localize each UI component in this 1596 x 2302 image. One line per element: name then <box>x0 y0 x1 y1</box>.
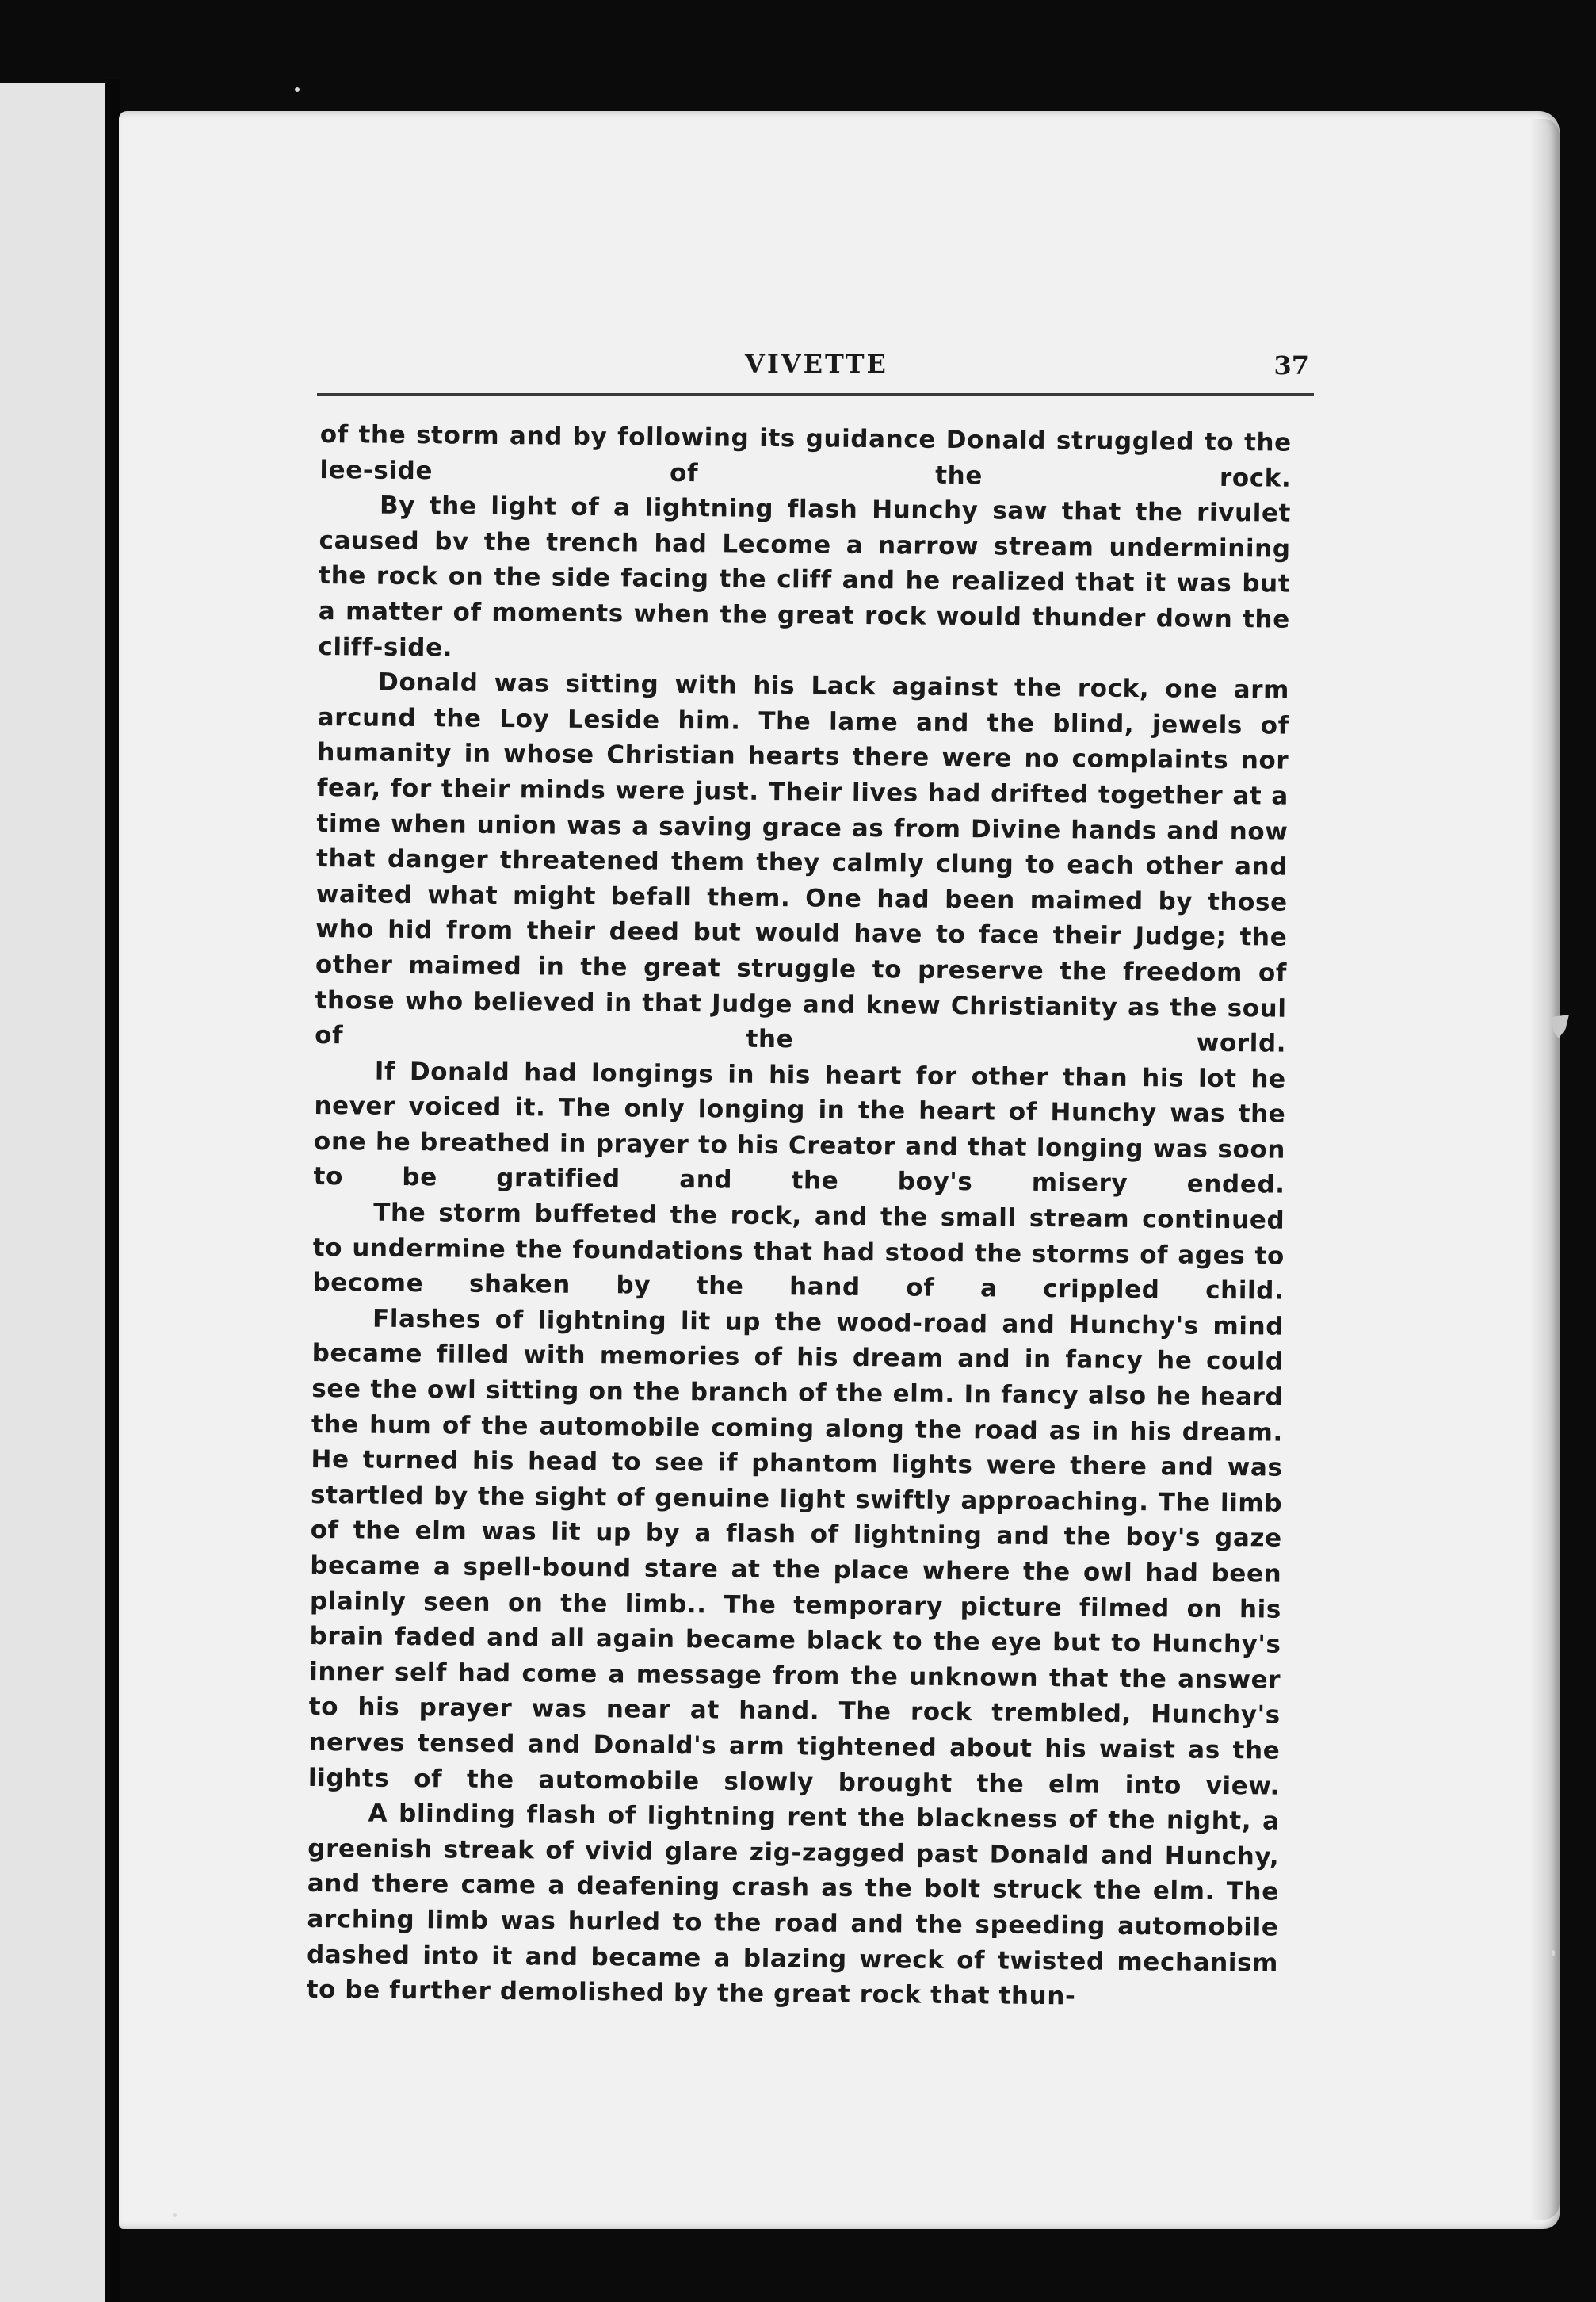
header-rule <box>317 393 1314 396</box>
paragraph: By the light of a lightning flash Hunchy saw that the rivulet caused bv the trench had Lecome a narrow stream undermining the rock on the side facing the cliff and he realized that it was but a matter of moments when the great rock would thunder down the cliff-side. <box>318 491 1292 663</box>
dust-speck <box>1552 1950 1555 1956</box>
paragraph: of the storm and by following its guidance Donald struggled to the lee-side of the rock. <box>319 419 1292 493</box>
dust-speck <box>295 87 300 92</box>
paragraph: If Donald had longings in his heart for other than his lot he never voiced it. The only longing in the heart of Hunchy was the one he breathed in prayer to his Creator and that longing was soon to be gratified and the boy's misery ended. <box>313 1057 1286 1200</box>
body-text <box>306 417 1291 2016</box>
paragraph: Donald was sitting with his Lack against the rock, one arm arcund the Loy Leside him. The lame and the blind, jewels of humanity in whose Christian hearts there were no complaints nor fear, for their minds were just. Their lives had drifted together at a time when union was a saving grace as from Divine hands and now that danger threatened them they calmly clung to each other and waited what might befall them. One had been maimed by those who hid from their deed but would have to face their Judge; the other maimed in the great struggle to preserve the freedom of those who believed in that Judge and knew Christianity as the soul of the world. <box>315 667 1290 1058</box>
page-number: 37 <box>1273 350 1309 380</box>
page-gutter <box>105 79 120 2302</box>
paragraph: Flashes of lightning lit up the wood-road and Hunchy's mind became filled with memories of his dream and in fancy he could see the owl sitting on the branch of the elm. In fancy also he heard the hum of the automobile coming along the road as in his dream. He turned his head to see if phantom lights were there and was startled by the sight of genuine light swiftly approaching. The limb of the elm was lit up by a flash of lightning and the boy's gaze became a spell-bound stare at the place where the owl had been plainly seen on the limb.. The temporary picture filmed on his brain faded and all again became black to the eye but to Hunchy's inner self had come a message from the unknown that the answer to his prayer was near at hand. The rock trembled, Hunchy's nerves tensed and Donald's arm tightened about his waist as the lights of the automobile slowly brought the elm into view. <box>307 1304 1285 1801</box>
dust-speck <box>173 2213 177 2217</box>
paragraph: The storm buffeted the rock, and the small stream continued to undermine the foundations that had stood the storms of ages to become shaken by the hand of a crippled child. <box>312 1198 1285 1306</box>
paragraph: A blinding flash of lightning rent the blackness of the night, a greenish streak of vivid glare zig-zagged past Donald and Hunchy, and there came a deafening crash as the bolt struck the elm. The arching limb was hurled to the road and the speeding automobile dashed into it and became a blazing wreck of twisted mechanism to be further demolished by the great rock that thun- <box>306 1799 1280 2011</box>
adjacent-page-strip <box>0 83 105 2302</box>
page-edge-shadow <box>1529 119 1560 2220</box>
running-title: VIVETTE <box>745 349 888 379</box>
page-header <box>317 342 1317 398</box>
